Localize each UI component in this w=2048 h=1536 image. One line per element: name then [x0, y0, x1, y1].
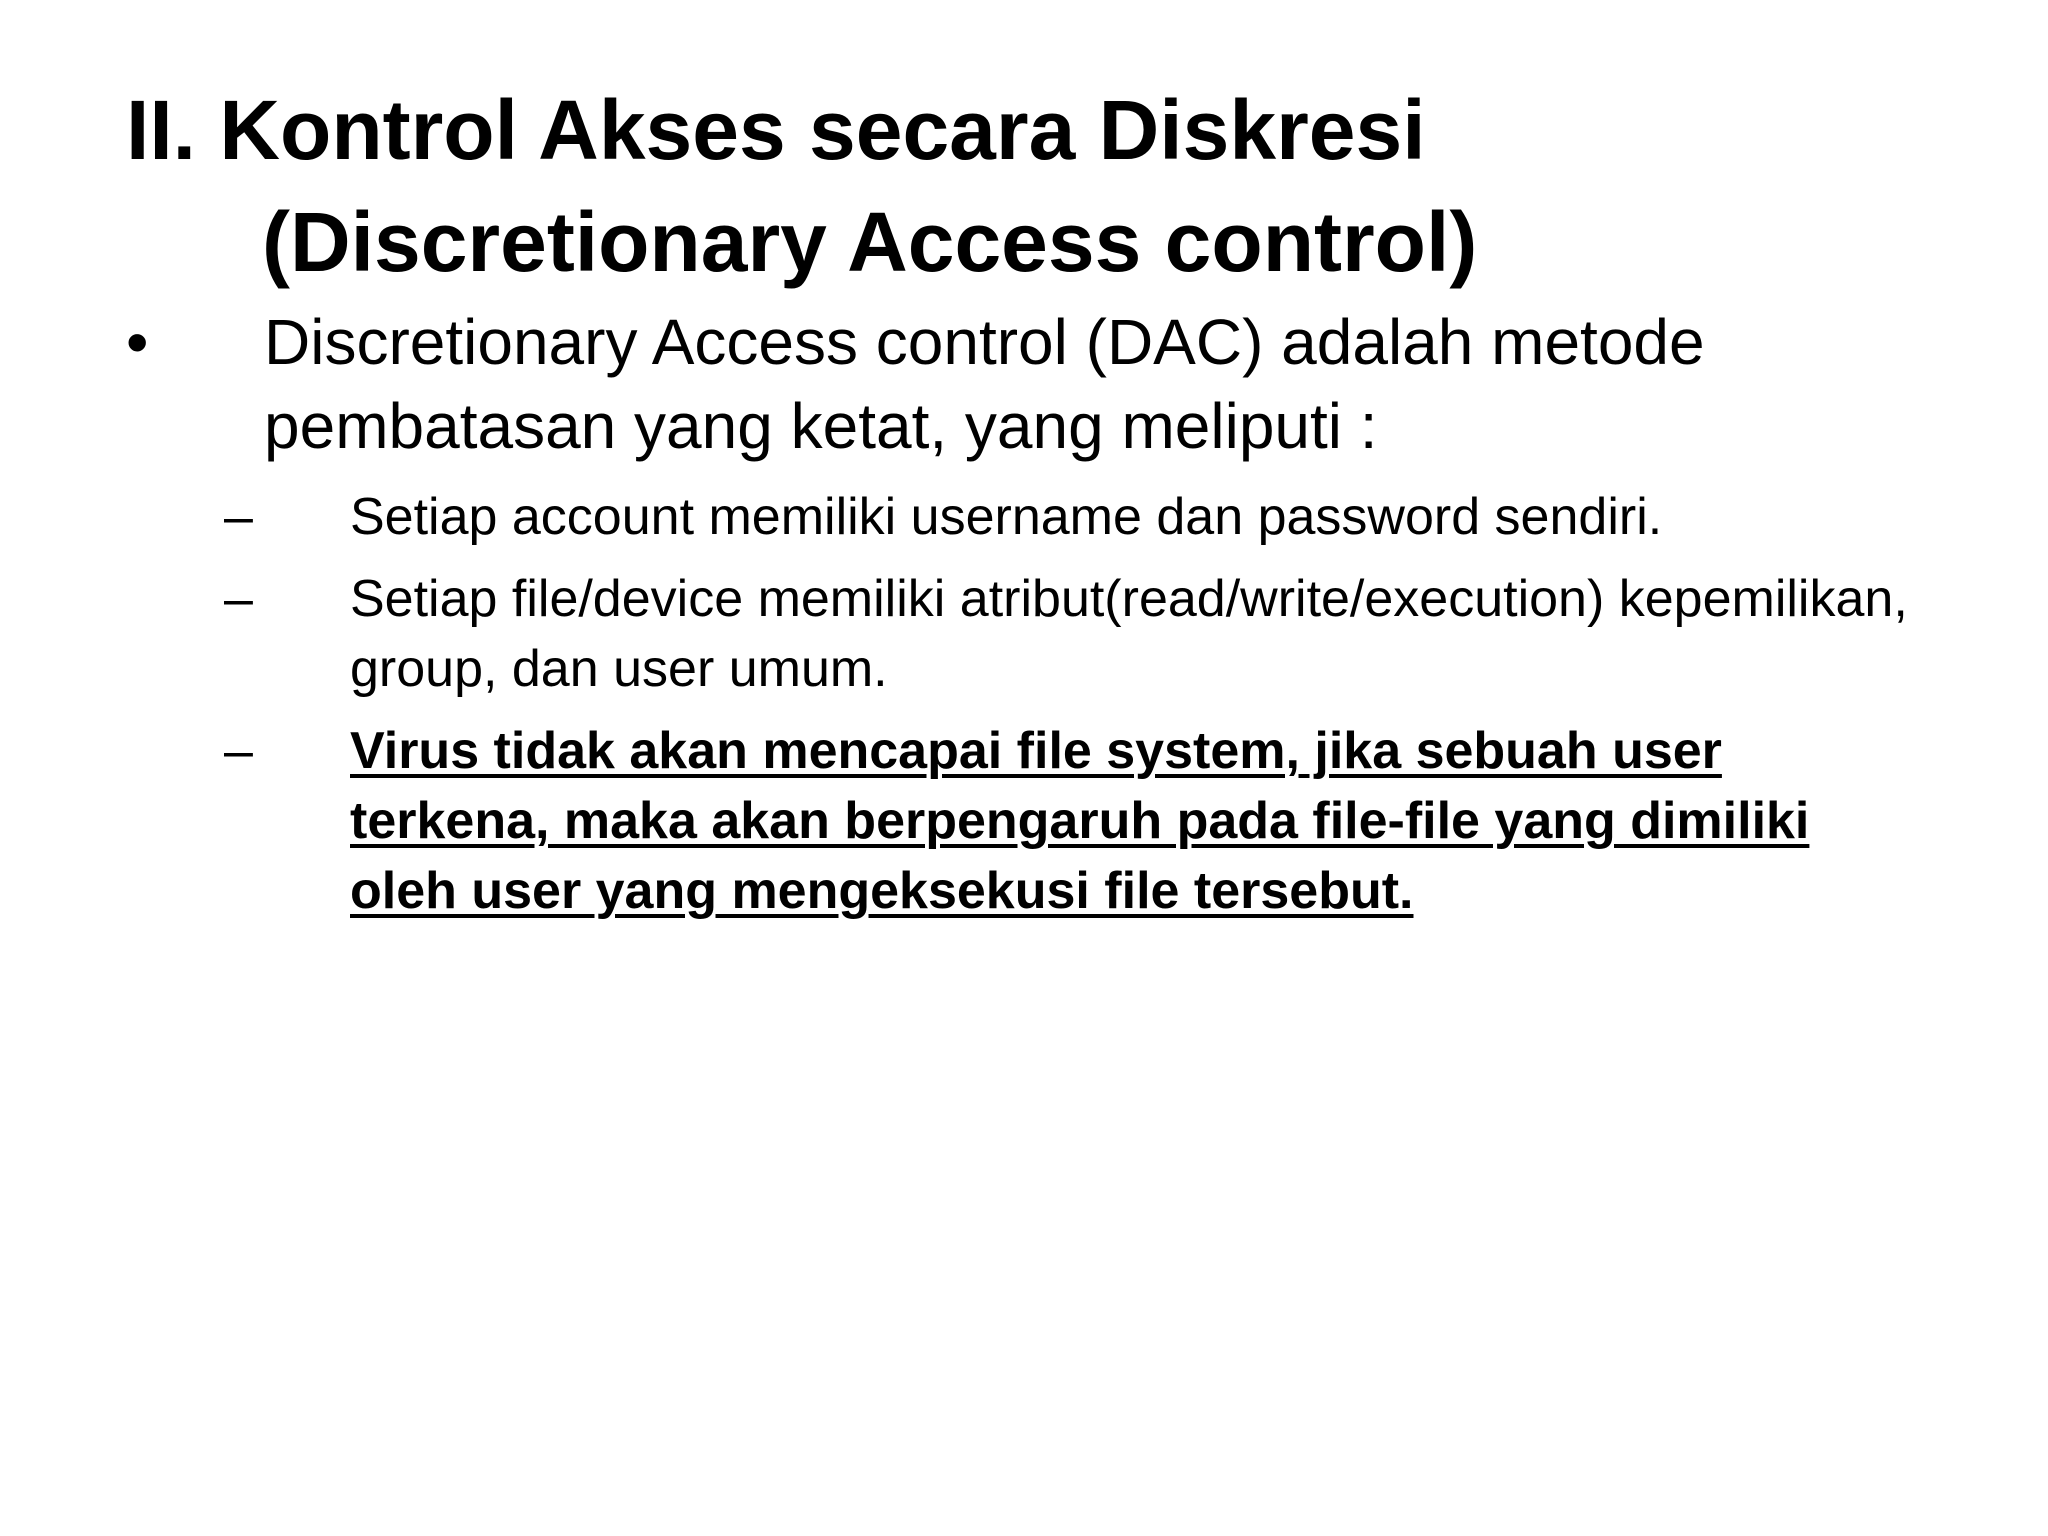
- sub-bullet-text: Setiap file/device memiliki atribut(read/write/execution) kepemilikan, group, dan user umum.: [350, 570, 1908, 698]
- main-bullet-text: Discretionary Access control (DAC) adalah metode pembatasan yang ketat, yang meliputi :: [264, 306, 1705, 462]
- title-line-2: (Discretionary Access control): [262, 195, 1478, 289]
- slide-title: [126, 74, 1946, 298]
- title-line-1: II. Kontrol Akses secara Diskresi: [126, 83, 1426, 177]
- sub-bullet-text: Setiap account memiliki username dan password sendiri.: [350, 488, 1663, 546]
- sub-bullet-virus: [224, 716, 1924, 926]
- dash-marker: –: [224, 722, 253, 780]
- sub-bullet-account: [224, 482, 1924, 552]
- main-bullet: [126, 300, 1926, 468]
- dash-marker: –: [224, 488, 253, 546]
- bullet-marker: •: [126, 306, 149, 378]
- sub-bullet-attributes: [224, 564, 1924, 704]
- dash-marker: –: [224, 570, 253, 628]
- sub-bullet-text-emphasized: Virus tidak akan mencapai file system, jika sebuah user terkena, maka akan berpengaruh pada file-file yang dimiliki oleh user yang mengeksekusi file tersebut.: [350, 722, 1810, 920]
